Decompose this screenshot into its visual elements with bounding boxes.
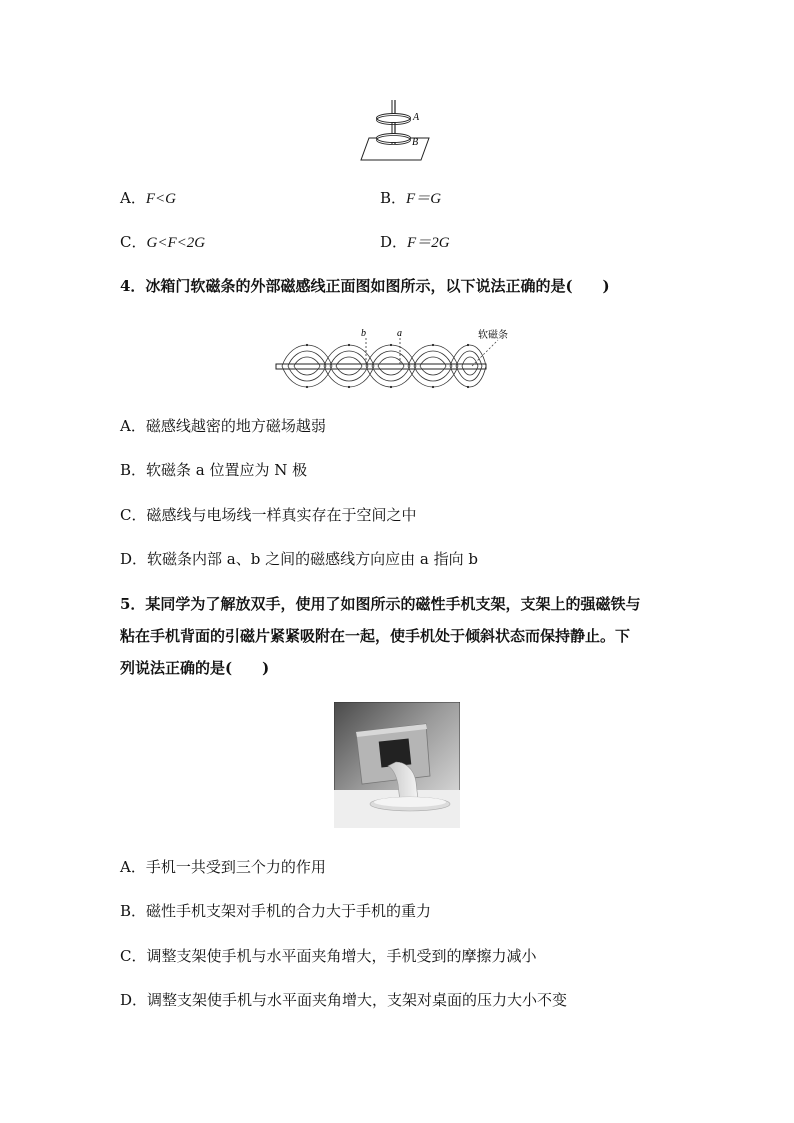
option-text: F＝2G [407, 235, 450, 251]
q5-option-d[interactable]: D．调整支架使手机与水平面夹角增大，支架对桌面的压力大小不变 [120, 991, 568, 1009]
magnetic-strip-figure [272, 326, 528, 392]
option-letter: D． [380, 233, 408, 251]
option-letter: C． [120, 233, 147, 251]
option-text: G<F<2G [146, 235, 206, 251]
option-text: F<G [145, 191, 176, 207]
label-b: b [361, 328, 366, 339]
q5-option-b[interactable]: B．磁性手机支架对手机的合力大于手机的重力 [120, 902, 432, 920]
q5-option-c[interactable]: C．调整支架使手机与水平面夹角增大，手机受到的摩擦力减小 [120, 947, 537, 965]
q3-option-d[interactable] [380, 232, 450, 253]
q3-option-a[interactable] [120, 188, 176, 209]
q4-option-c[interactable]: C．磁感线与电场线一样真实存在于空间之中 [120, 506, 417, 524]
q4-option-b[interactable]: B．软磁条 a 位置应为 N 极 [120, 461, 308, 479]
q4-stem: 4．冰箱门软磁条的外部磁感线正面图如图所示，以下说法正确的是( ) [120, 277, 610, 295]
q3-option-b[interactable] [380, 188, 441, 209]
q5-stem-line2: 粘在手机背面的引磁片紧紧吸附在一起，使手机处于倾斜状态而保持静止。下 [120, 627, 631, 645]
disks-on-rod-figure [355, 98, 435, 164]
option-text: F＝G [406, 191, 442, 207]
option-letter: A． [120, 189, 146, 207]
q5-option-a[interactable]: A．手机一共受到三个力的作用 [120, 858, 326, 876]
q5-stem-line3: 列说法正确的是( ) [120, 659, 270, 677]
q4-option-a[interactable]: A．磁感线越密的地方磁场越弱 [120, 417, 326, 435]
option-letter: B． [380, 189, 407, 207]
q4-option-d[interactable]: D．软磁条内部 a、b 之间的磁感线方向应由 a 指向 b [120, 550, 478, 568]
q3-option-c[interactable] [120, 232, 205, 253]
phone-holder-photo [334, 702, 460, 828]
label-strip: 软磁条 [478, 330, 508, 341]
label-b: B [412, 137, 419, 148]
q5-stem-line1: 5．某同学为了解放双手，使用了如图所示的磁性手机支架，支架上的强磁铁与 [120, 595, 641, 613]
label-a: a [397, 328, 402, 339]
label-a: A [413, 112, 420, 123]
